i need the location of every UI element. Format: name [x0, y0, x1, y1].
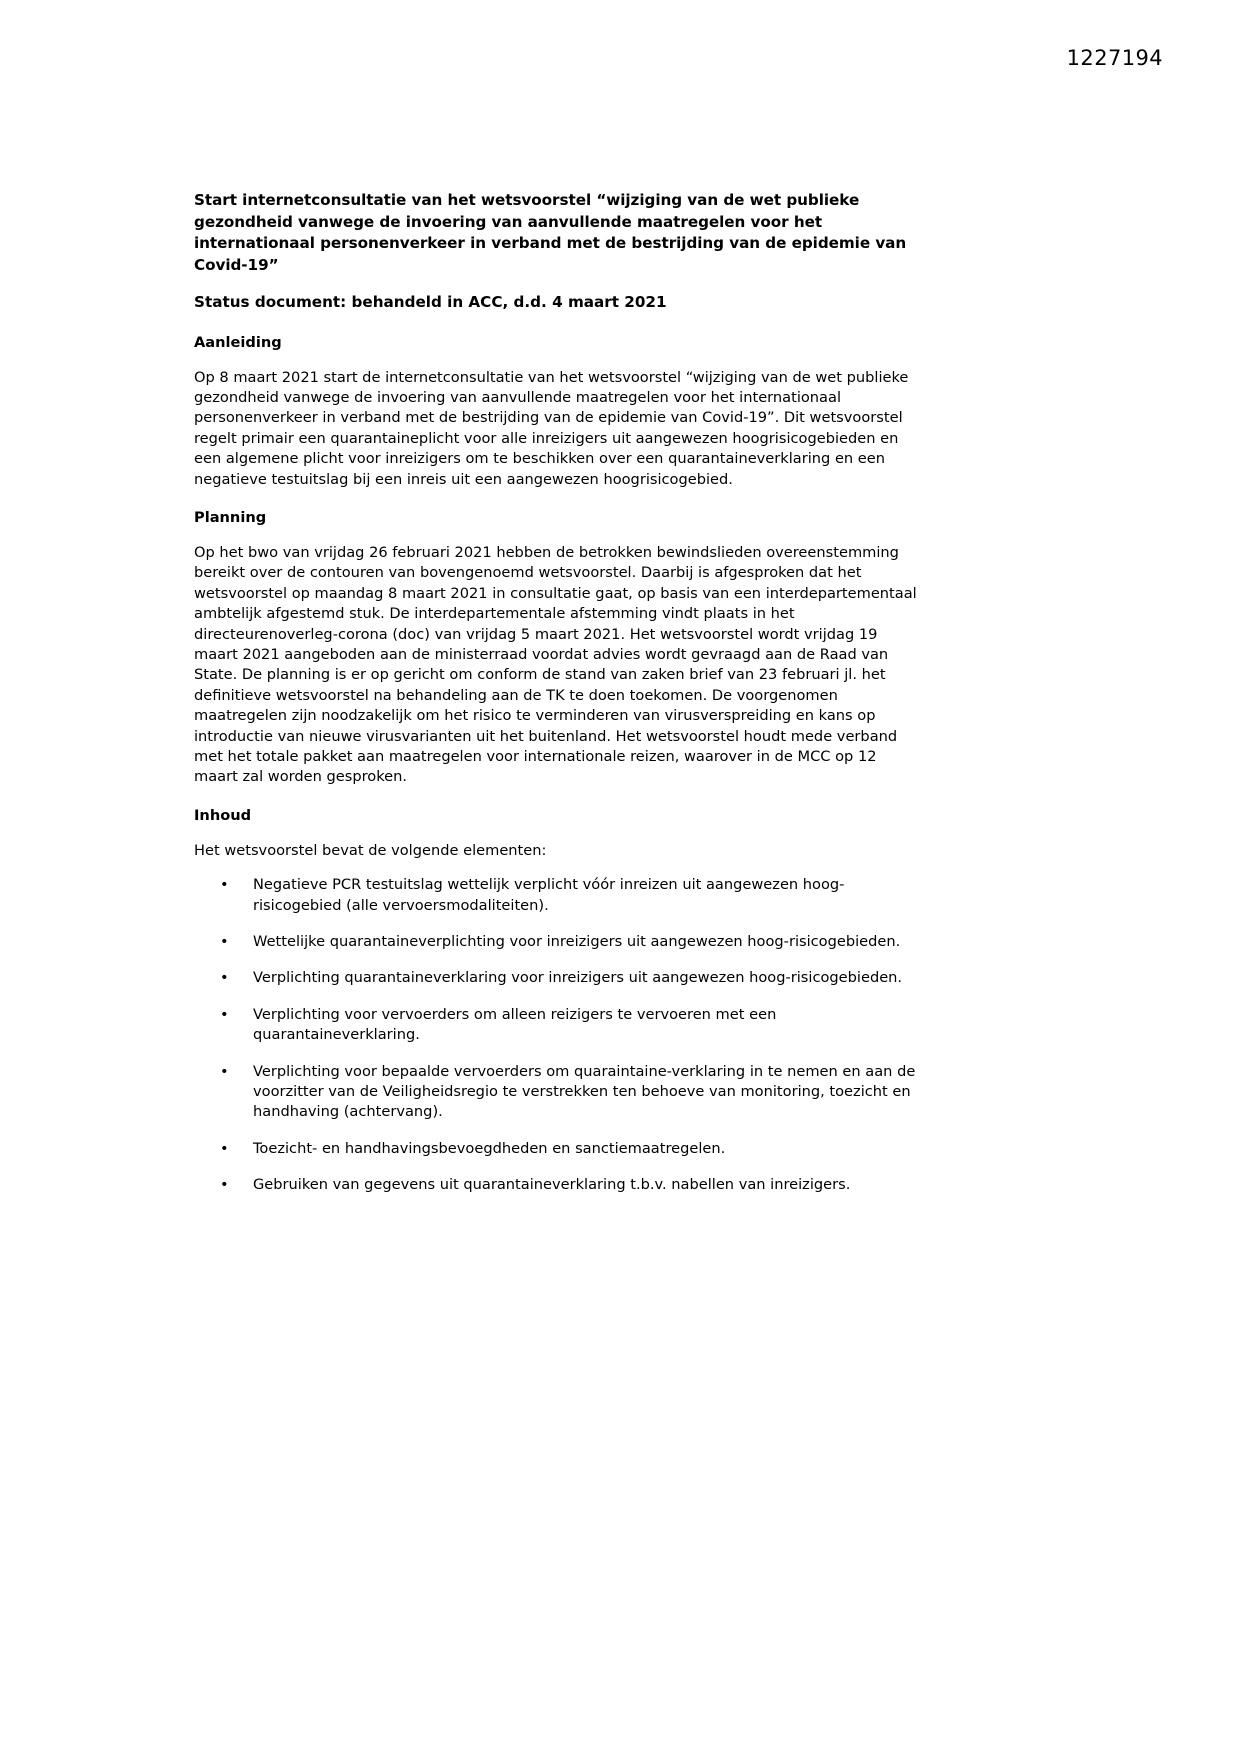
list-item-text: Wettelijke quarantaineverplichting voor inreizigers uit aangewezen hoog-risicogebieden.: [253, 933, 901, 951]
document-number: 1227194: [1066, 46, 1163, 70]
list-item: [194, 968, 918, 988]
list-item-text: Negatieve PCR testuitslag wettelijk verplicht vóór inreizen uit aangewezen hoog-risicogebied (alle vervoersmodaliteiten).: [253, 876, 845, 914]
bullet-marker-icon: •: [220, 1176, 229, 1194]
section-paragraph-planning: Op het bwo van vrijdag 26 februari 2021 hebben de betrokken bewindslieden overeenstemming bereikt over de contouren van bovengenoemd wetsvoorstel. Daarbij is afgesproken dat het wetsvoorstel op maandag 8 maart 2021 in consultatie gaat, op basis van een interdepartementaal ambtelijk afgestemd stuk. De interdepartementale afstemming vindt plaats in het directeurenoverleg-corona (doc) van vrijdag 5 maart 2021. Het wetsvoorstel wordt vrijdag 19 maart 2021 aangeboden aan de ministerraad voordat advies wordt gevraagd aan de Raad van State. De planning is er op gericht om conform de stand van zaken brief van 23 februari jl. het definitieve wetsvoorstel na behandeling aan de TK te doen toekomen. De voorgenomen maatregelen zijn noodzakelijk om het risico te verminderen van virusverspreiding en kans op introductie van nieuwe virusvarianten uit het buitenland. Het wetsvoorstel houdt mede verband met het totale pakket aan maatregelen voor internationale reizen, waarover in de MCC op 12 maart zal worden gesproken.: [194, 543, 917, 786]
list-item: [194, 1062, 918, 1123]
list-item-text: Gebruiken van gegevens uit quarantaineverklaring t.b.v. nabellen van inreizigers.: [253, 1176, 851, 1194]
status-line: Status document: behandeld in ACC, d.d. 4 maart 2021: [194, 293, 667, 311]
list-item: [194, 1139, 918, 1159]
list-item-text: Verplichting quarantaineverklaring voor inreizigers uit aangewezen hoog-risicogebieden.: [253, 969, 903, 987]
inhoud-intro-text: Het wetsvoorstel bevat de volgende elementen:: [194, 841, 547, 859]
inhoud-bullet-list: [194, 875, 918, 1195]
bullet-marker-icon: •: [220, 1005, 229, 1023]
document-body: [194, 190, 918, 1196]
bullet-marker-icon: •: [220, 1139, 229, 1157]
bullet-marker-icon: •: [220, 876, 229, 894]
bullet-marker-icon: •: [220, 933, 229, 951]
list-item: [194, 875, 918, 916]
section-heading-aanleiding: Aanleiding: [194, 333, 282, 351]
list-item-text: Verplichting voor vervoerders om alleen reizigers te vervoeren met een quarantaineverklaring.: [253, 1005, 777, 1044]
list-item-text: Verplichting voor bepaalde vervoerders om quaraintaine-verklaring in te nemen en aan de voorzitter van de Veiligheidsregio te verstrekken ten behoeve van monitoring, toezicht en handhaving (achtervang).: [253, 1062, 916, 1121]
section-heading-inhoud: Inhoud: [194, 806, 252, 824]
list-item-text: Toezicht- en handhavingsbevoegdheden en sanctiemaatregelen.: [253, 1139, 726, 1157]
document-title: Start internetconsultatie van het wetsvoorstel “wijziging van de wet publieke gezondheid vanwege de invoering van aanvullende maatregelen voor het internationaal personenverkeer in verband met de bestrijding van de epidemie van Covid-19”: [194, 191, 907, 274]
list-item: [194, 1175, 918, 1195]
section-paragraph-aanleiding: Op 8 maart 2021 start de internetconsultatie van het wetsvoorstel “wijziging van de wet publieke gezondheid vanwege de invoering van aanvullende maatregelen voor het internationaal personenverkeer in verband met de bestrijding van de epidemie van Covid-19”. Dit wetsvoorstel regelt primair een quarantaineplicht voor alle inreizigers uit aangewezen hoogrisicogebieden en een algemene plicht voor inreizigers om te beschikken over een quarantaineverklaring en een negatieve testuitslag bij een inreis uit een aangewezen hoogrisicogebied.: [194, 368, 909, 488]
section-heading-planning: Planning: [194, 508, 267, 526]
list-item: [194, 1005, 918, 1046]
bullet-marker-icon: •: [220, 1062, 229, 1080]
list-item: [194, 932, 918, 952]
bullet-marker-icon: •: [220, 969, 229, 987]
